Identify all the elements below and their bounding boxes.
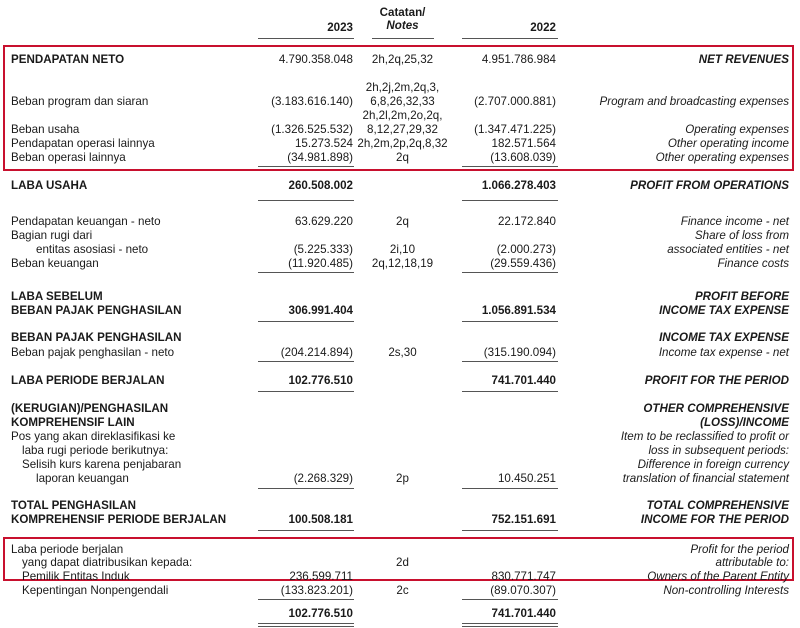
program-expenses-2023: (3.183.616.140) bbox=[271, 95, 353, 108]
program-expenses-notes-1: 2h,2j,2m,2q,3, bbox=[365, 81, 440, 94]
program-expenses-notes-2: 6,8,26,32,33 bbox=[370, 95, 435, 108]
program-expenses-label-en: Program and broadcasting expenses bbox=[599, 95, 789, 108]
rule-2022-h bbox=[462, 599, 558, 600]
non-controlling-2022: (89.070.307) bbox=[490, 584, 556, 597]
profit-from-operations-2022: 1.066.278.403 bbox=[481, 179, 556, 192]
finance-income-label: Pendapatan keuangan - neto bbox=[11, 215, 161, 228]
rule-2022-c bbox=[462, 321, 558, 322]
rule-2022-g bbox=[462, 530, 558, 531]
non-controlling-2023: (133.823.201) bbox=[280, 584, 353, 597]
income-tax-net-notes: 2s,30 bbox=[388, 346, 417, 359]
rule-2023-e bbox=[258, 391, 354, 392]
finance-costs-notes: 2q,12,18,19 bbox=[371, 257, 434, 270]
other-operating-income-label: Pendapatan operasi lainnya bbox=[11, 137, 155, 150]
oci-label-en-6: translation of financial statement bbox=[622, 472, 789, 485]
profit-from-operations-2023: 260.508.002 bbox=[288, 179, 353, 192]
profit-before-tax-label-1: LABA SEBELUM bbox=[11, 290, 103, 303]
profit-for-period-label: LABA PERIODE BERJALAN bbox=[11, 374, 165, 387]
double-rule-2023-1 bbox=[258, 623, 354, 624]
other-operating-income-notes: 2h,2m,2p,2q,8,32 bbox=[357, 137, 448, 150]
profit-before-tax-label-en-1: PROFIT BEFORE bbox=[694, 290, 789, 303]
profit-before-tax-label-2: BEBAN PAJAK PENGHASILAN bbox=[11, 304, 182, 317]
oci-label-en-5: Difference in foreign currency bbox=[637, 458, 789, 471]
oci-notes: 2p bbox=[396, 472, 409, 485]
rule-2022-d bbox=[462, 361, 558, 362]
owners-parent-2022: 830.771.747 bbox=[491, 570, 556, 583]
operating-expenses-2022: (1.347.471.225) bbox=[474, 123, 556, 136]
non-controlling-label-en: Non-controlling Interests bbox=[663, 584, 789, 597]
rule-2023-h bbox=[258, 599, 354, 600]
income-tax-net-label: Beban pajak penghasilan - neto bbox=[11, 346, 175, 359]
profit-for-period-label-en: PROFIT FOR THE PERIOD bbox=[644, 374, 789, 387]
income-tax-net-label-en: Income tax expense - net bbox=[658, 346, 789, 359]
other-operating-income-2023: 15.273.524 bbox=[294, 137, 353, 150]
oci-label-2: KOMPREHENSIF LAIN bbox=[11, 416, 135, 429]
income-tax-header-label: BEBAN PAJAK PENGHASILAN bbox=[11, 331, 182, 344]
header-rule-2023 bbox=[258, 38, 354, 39]
finance-income-label-en: Finance income - net bbox=[680, 215, 789, 228]
profit-before-tax-2022: 1.056.891.534 bbox=[481, 304, 556, 317]
operating-expenses-2023: (1.326.525.532) bbox=[271, 123, 353, 136]
operating-expenses-label-en: Operating expenses bbox=[685, 123, 789, 136]
finance-costs-2023: (11.920.485) bbox=[288, 257, 353, 270]
total-comprehensive-label-en-1: TOTAL COMPREHENSIVE bbox=[646, 499, 789, 512]
subtotal-rule-2023 bbox=[258, 166, 354, 167]
finance-costs-label: Beban keuangan bbox=[11, 257, 99, 270]
attribution-label-en-1: Profit for the period bbox=[690, 543, 789, 556]
double-rule-2022-2 bbox=[462, 626, 558, 627]
oci-label-1: (KERUGIAN)/PENGHASILAN bbox=[11, 402, 169, 415]
profit-before-tax-label-en-2: INCOME TAX EXPENSE bbox=[659, 304, 789, 317]
net-revenues-label: PENDAPATAN NETO bbox=[11, 53, 125, 66]
total-comprehensive-label-en-2: INCOME FOR THE PERIOD bbox=[640, 513, 789, 526]
rule-2022-e bbox=[462, 391, 558, 392]
operating-expenses-notes-2: 8,12,27,29,32 bbox=[367, 123, 438, 136]
rule-2023-a bbox=[258, 200, 354, 201]
oci-label-6: laporan keuangan bbox=[36, 472, 129, 485]
other-operating-expenses-2022: (13.608.039) bbox=[490, 151, 556, 164]
profit-from-operations-label: LABA USAHA bbox=[11, 179, 88, 192]
other-operating-expenses-label: Beban operasi lainnya bbox=[11, 151, 126, 164]
share-of-loss-notes: 2i,10 bbox=[389, 243, 416, 256]
oci-2023: (2.268.329) bbox=[293, 472, 353, 485]
share-of-loss-label-en-2: associated entities - net bbox=[667, 243, 789, 256]
program-expenses-2022: (2.707.000.881) bbox=[474, 95, 556, 108]
non-controlling-label: Kepentingan Nonpengendali bbox=[22, 584, 169, 597]
other-operating-income-2022: 182.571.564 bbox=[491, 137, 556, 150]
total-comprehensive-2022: 752.151.691 bbox=[491, 513, 556, 526]
header-rule-2022 bbox=[462, 38, 558, 39]
net-revenues-2022: 4.951.786.984 bbox=[481, 53, 556, 66]
share-of-loss-label-en-1: Share of loss from bbox=[694, 229, 789, 242]
oci-2022: 10.450.251 bbox=[497, 472, 556, 485]
oci-label-3: Pos yang akan direklasifikasi ke bbox=[11, 430, 176, 443]
share-of-loss-label-1: Bagian rugi dari bbox=[11, 229, 93, 242]
header-notes-label-en: Notes bbox=[386, 19, 419, 32]
profit-for-period-2023: 102.776.510 bbox=[288, 374, 353, 387]
operating-expenses-notes-1: 2h,2l,2m,2o,2q, bbox=[362, 109, 443, 122]
finance-income-2023: 63.629.220 bbox=[294, 215, 353, 228]
attribution-label-1: Laba periode berjalan bbox=[11, 543, 124, 556]
other-operating-expenses-label-en: Other operating expenses bbox=[655, 151, 789, 164]
profit-before-tax-2023: 306.991.404 bbox=[288, 304, 353, 317]
attribution-notes: 2d bbox=[396, 556, 409, 569]
attribution-label-en-2: attributable to: bbox=[715, 556, 789, 569]
rule-2023-f bbox=[258, 488, 354, 489]
finance-income-notes: 2q bbox=[396, 215, 409, 228]
finance-income-2022: 22.172.840 bbox=[497, 215, 556, 228]
operating-expenses-label: Beban usaha bbox=[11, 123, 80, 136]
rule-2022-a bbox=[462, 200, 558, 201]
rule-2022-b bbox=[462, 272, 558, 273]
net-revenues-label-en: NET REVENUES bbox=[698, 53, 789, 66]
income-tax-header-label-en: INCOME TAX EXPENSE bbox=[659, 331, 789, 344]
owners-parent-2023: 236.599.711 bbox=[289, 570, 353, 583]
header-2022: 2022 bbox=[530, 21, 556, 34]
oci-label-4: laba rugi periode berikutnya: bbox=[22, 444, 169, 457]
program-expenses-label: Beban program dan siaran bbox=[11, 95, 149, 108]
attribution-label-2: yang dapat diatribusikan kepada: bbox=[22, 556, 193, 569]
net-revenues-notes: 2h,2q,25,32 bbox=[371, 53, 434, 66]
owners-parent-label-en: Owners of the Parent Entity bbox=[647, 570, 789, 583]
other-operating-income-label-en: Other operating income bbox=[667, 137, 789, 150]
final-total-2023: 102.776.510 bbox=[288, 607, 353, 620]
rule-2023-c bbox=[258, 321, 354, 322]
net-revenues-2023: 4.790.358.048 bbox=[278, 53, 353, 66]
total-comprehensive-2023: 100.508.181 bbox=[288, 513, 353, 526]
owners-parent-label: Pemilik Entitas Induk bbox=[22, 570, 130, 583]
other-operating-expenses-2023: (34.981.898) bbox=[287, 151, 353, 164]
profit-for-period-2022: 741.701.440 bbox=[491, 374, 556, 387]
final-total-2022: 741.701.440 bbox=[491, 607, 556, 620]
profit-from-operations-label-en: PROFIT FROM OPERATIONS bbox=[630, 179, 789, 192]
rule-2022-f bbox=[462, 488, 558, 489]
rule-2023-d bbox=[258, 361, 354, 362]
subtotal-rule-2022 bbox=[462, 166, 558, 167]
header-2023: 2023 bbox=[327, 21, 353, 34]
income-tax-net-2023: (204.214.894) bbox=[280, 346, 353, 359]
finance-costs-2022: (29.559.436) bbox=[490, 257, 556, 270]
income-tax-net-2022: (315.190.094) bbox=[483, 346, 556, 359]
other-operating-expenses-notes: 2q bbox=[396, 151, 409, 164]
total-comprehensive-label-2: KOMPREHENSIF PERIODE BERJALAN bbox=[11, 513, 227, 526]
header-rule-notes bbox=[372, 38, 434, 39]
share-of-loss-label-2: entitas asosiasi - neto bbox=[36, 243, 149, 256]
share-of-loss-2023: (5.225.333) bbox=[293, 243, 353, 256]
oci-label-en-3: Item to be reclassified to profit or bbox=[620, 430, 789, 443]
double-rule-2023-2 bbox=[258, 626, 354, 627]
finance-costs-label-en: Finance costs bbox=[717, 257, 789, 270]
rule-2023-b bbox=[258, 272, 354, 273]
double-rule-2022-1 bbox=[462, 623, 558, 624]
oci-label-en-2: (LOSS)/INCOME bbox=[700, 416, 789, 429]
rule-2023-g bbox=[258, 530, 354, 531]
share-of-loss-2022: (2.000.273) bbox=[496, 243, 556, 256]
header-notes-label: Catatan/ bbox=[379, 6, 426, 19]
non-controlling-notes: 2c bbox=[396, 584, 409, 597]
total-comprehensive-label-1: TOTAL PENGHASILAN bbox=[11, 499, 136, 512]
oci-label-en-4: loss in subsequent periods: bbox=[648, 444, 789, 457]
oci-label-en-1: OTHER COMPREHENSIVE bbox=[643, 402, 789, 415]
oci-label-5: Selisih kurs karena penjabaran bbox=[22, 458, 182, 471]
